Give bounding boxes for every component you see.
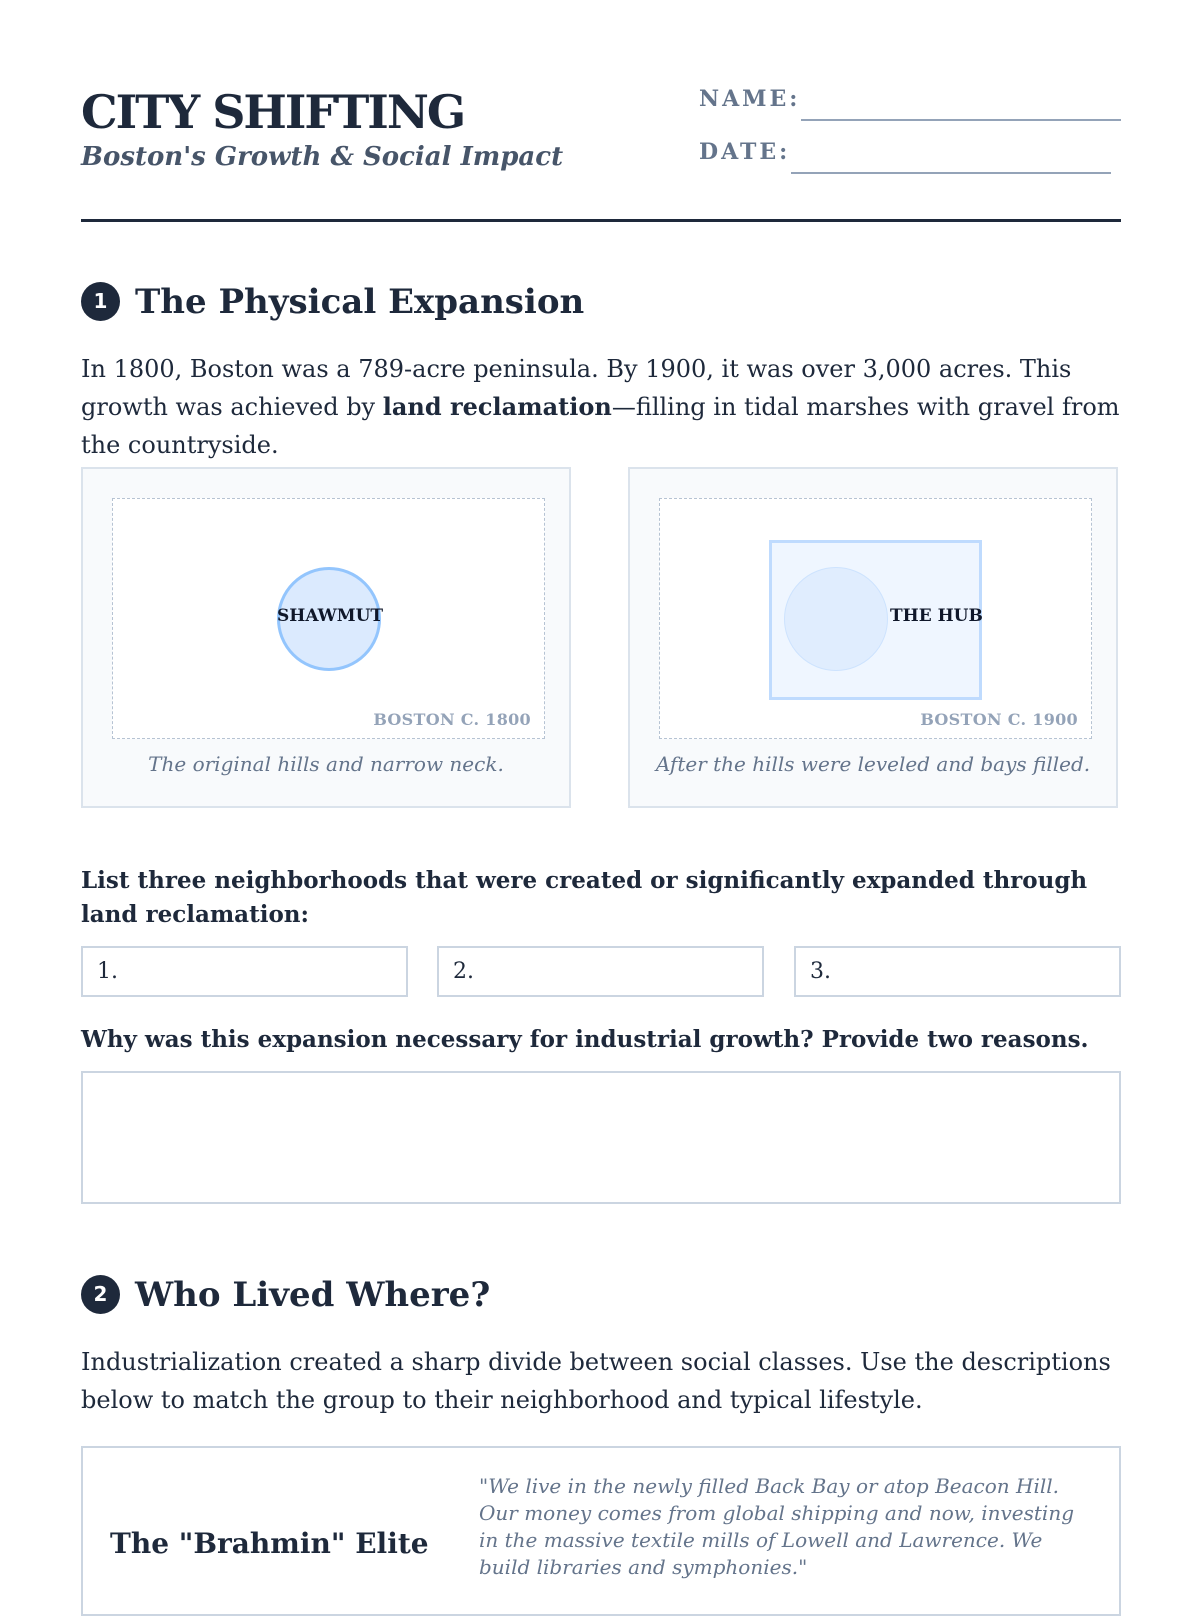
section-2-intro: Industrialization created a sharp divide between social classes. Use the descriptions below to match the group to their neighborhood and typical lifestyle. (81, 1348, 1111, 1414)
worksheet-title: CITY SHIFTING (81, 85, 465, 139)
answer-number: 3. (810, 959, 831, 984)
question-expansion-reasons: Why was this expansion necessary for industrial growth? Provide two reasons. (81, 1026, 1089, 1053)
date-field[interactable] (791, 172, 1111, 174)
group-quote: "We live in the newly filled Back Bay or atop Beacon Hill. Our money comes from global shipping and now, investing in the massive textile mills of Lowell and Lawrence. We build libraries and symphonies." (479, 1474, 1075, 1579)
map-1900 (659, 498, 1092, 739)
reasons-answer-box[interactable] (81, 1071, 1121, 1204)
map-label-shawmut: SHAWMUT (277, 606, 384, 626)
map-caption-1900: After the hills were leveled and bays filled. (655, 752, 1091, 776)
header-divider (81, 219, 1121, 222)
section-1-intro (81, 350, 1121, 464)
name-field[interactable] (801, 119, 1121, 121)
name-label: NAME: (699, 86, 801, 112)
map-caption-1800: The original hills and narrow neck. (148, 752, 504, 776)
original-peninsula-shape (784, 567, 888, 671)
answer-number: 1. (97, 959, 118, 984)
map-year-1900: BOSTON C. 1900 (920, 710, 1078, 729)
map-card-1900 (628, 467, 1118, 808)
map-year-1800: BOSTON C. 1800 (373, 710, 531, 729)
answer-field-2[interactable] (437, 946, 764, 997)
map-1800 (112, 498, 545, 739)
answer-number: 2. (453, 959, 474, 984)
date-label: DATE: (699, 139, 791, 165)
intro-key-term: land reclamation (382, 392, 612, 421)
question-neighborhoods: List three neighborhoods that were created or significantly expanded through land reclamation: (81, 867, 1088, 928)
map-card-1800 (81, 467, 571, 808)
intro-text-end: —filling in tidal marshes with gravel from the countryside. (81, 393, 1120, 459)
map-label-hub: THE HUB (890, 606, 983, 626)
section-1-title: The Physical Expansion (135, 282, 585, 322)
section-2-title: Who Lived Where? (135, 1275, 491, 1315)
worksheet-header (81, 84, 1121, 224)
answer-field-3[interactable] (794, 946, 1121, 997)
section-number-badge: 2 (81, 1275, 120, 1314)
worksheet-subtitle: Boston's Growth & Social Impact (81, 142, 564, 172)
group-name: The "Brahmin" Elite (110, 1527, 429, 1560)
section-number-badge: 1 (81, 282, 120, 321)
intro-text-start: In 1800, Boston was a 789-acre peninsula. By 1900, it was over 3,000 acres. This growth was achieved by (81, 355, 1072, 421)
group-card-brahmin (81, 1446, 1121, 1616)
answer-field-1[interactable] (81, 946, 408, 997)
